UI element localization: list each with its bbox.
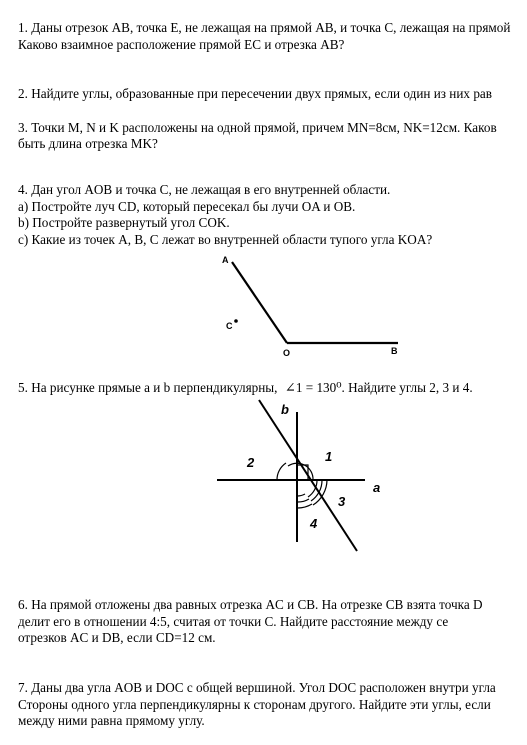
label-line-a: a <box>373 480 381 495</box>
label-a: A <box>222 255 229 265</box>
label-o: O <box>283 348 291 358</box>
problem-3-line-1: 3. Точки M, N и K расположены на одной прямой, причем MN=8см, NK=12см. Каков <box>18 120 497 135</box>
problem-1-line-2: Каково взаимное расположение прямой EC и отрезка AB? <box>18 37 345 52</box>
angle-4-arc-2 <box>297 499 309 502</box>
label-angle-4: 4 <box>310 516 318 531</box>
label-line-b: b <box>281 402 289 417</box>
problem-2-line-1: 2. Найдите углы, образованные при пересечении двух прямых, если один из них рав <box>18 86 492 101</box>
problem-1-line-1: 1. Даны отрезок AB, точка E, не лежащая на прямой AB, и точка C, лежащая на прямой <box>18 20 511 35</box>
problem-3-line-2: быть длина отрезка MK? <box>18 136 158 151</box>
problem-4-line-4: c) Какие из точек A, B, C лежат во внутренней области тупого угла KOA? <box>18 232 433 247</box>
problem-6-line-2: делит его в отношении 4:5, считая от точки C. Найдите расстояние между се <box>18 614 449 629</box>
problem-6-line-3: отрезков AC и DB, если CD=12 см. <box>18 630 216 645</box>
angle-4-arc-3 <box>297 504 312 508</box>
label-angle-3: 3 <box>338 494 346 509</box>
problem-7-line-3: между ними равна прямому углу. <box>18 713 205 728</box>
label-c: C <box>226 321 233 331</box>
problem-5-text-end: . Найдите углы 2, 3 и 4. <box>341 380 473 395</box>
problem-4-line-1: 4. Дан угол AOB и точка C, не лежащая в его внутренней области. <box>18 182 391 197</box>
problem-7-line-2: Стороны одного угла перпендикулярны к сторонам другого. Найдите эти углы, если <box>18 697 491 712</box>
label-angle-2: 2 <box>247 455 255 470</box>
problem-4-line-2: a) Постройте луч CD, который пересекал бы лучи OA и OB. <box>18 199 356 214</box>
problem-6-line-1: 6. На прямой отложены два равных отрезка AC и CB. На отрезке CB взята точка D <box>18 597 483 612</box>
angle-1-expression: ∠1 = 130⁰ <box>284 380 342 395</box>
problem-5-text-start: 5. На рисунке прямые a и b перпендикулярны, <box>18 380 278 395</box>
angle-2-arc <box>277 463 286 480</box>
label-angle-1: 1 <box>325 449 333 464</box>
problem-4-line-3: b) Постройте развернутый угол COK. <box>18 215 230 230</box>
problem-7-line-1: 7. Даны два угла AOB и DOC с общей вершиной. Угол DOC расположен внутри угла <box>18 680 496 695</box>
angle-4-arc-1 <box>297 494 305 496</box>
label-b: B <box>391 346 398 356</box>
